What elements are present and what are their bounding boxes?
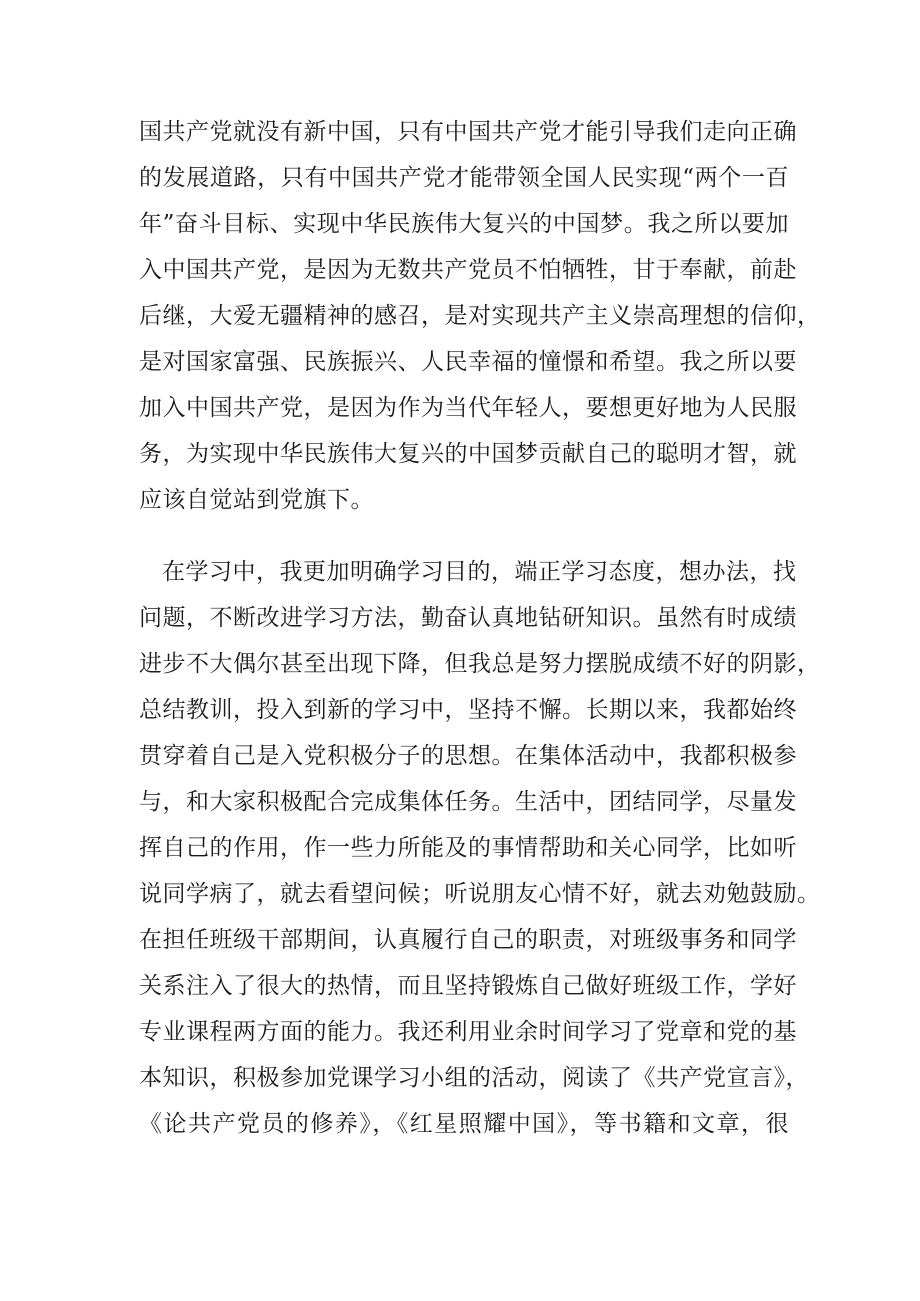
paragraph-1 <box>139 109 821 523</box>
paragraph-line: 关系注入了很大的热情，而且坚持锻炼自己做好班级工作，学好 <box>139 973 797 999</box>
paragraph-line: 后继，大爱无疆精神的感召，是对实现共产主义崇高理想的信仰， <box>139 303 821 329</box>
paragraph-line: 国共产党就没有新中国，只有中国共产党才能引导我们走向正确 <box>139 119 797 145</box>
paragraph-line: 是对国家富强、民族振兴、人民幸福的憧憬和希望。我之所以要 <box>139 349 797 375</box>
paragraph-line: 贯穿着自己是入党积极分子的思想。在集体活动中，我都积极参 <box>139 743 797 769</box>
paragraph-line: 的发展道路，只有中国共产党才能带领全国人民实现“两个一百 <box>139 165 789 191</box>
paragraph-2 <box>139 549 821 1147</box>
paragraph-line: 本知识，积极参加党课学习小组的活动，阅读了《共产党宣言》， <box>139 1065 809 1091</box>
paragraph-line: 专业课程两方面的能力。我还利用业余时间学习了党章和党的基 <box>139 1019 797 1045</box>
paragraph-line: 问题，不断改进学习方法，勤奋认真地钻研知识。虽然有时成绩 <box>139 605 797 631</box>
paragraph-line: 进步不大偶尔甚至出现下降，但我总是努力摆脱成绩不好的阴影， <box>139 651 821 677</box>
paragraph-line: 说同学病了，就去看望问候；听说朋友心情不好，就去劝勉鼓励。 <box>139 881 821 907</box>
paragraph-line: 在担任班级干部期间，认真履行自己的职责，对班级事务和同学 <box>139 927 797 953</box>
paragraph-line: 在学习中，我更加明确学习目的，端正学习态度，想办法，找 <box>162 559 797 585</box>
paragraph-line: 应该自觉站到党旗下。 <box>139 487 374 513</box>
paragraph-line: 年”奋斗目标、实现中华民族伟大复兴的中国梦。我之所以要加 <box>139 211 789 237</box>
paragraph-line: 总结教训，投入到新的学习中，坚持不懈。长期以来，我都始终 <box>139 697 797 723</box>
paragraph-line: 与，和大家积极配合完成集体任务。生活中，团结同学，尽量发 <box>139 789 797 815</box>
paragraph-line: 加入中国共产党，是因为作为当代年轻人，要想更好地为人民服 <box>139 395 797 421</box>
paragraph-line: 务，为实现中华民族伟大复兴的中国梦贡献自己的聪明才智，就 <box>139 441 797 467</box>
paragraph-line: 挥自己的作用，作一些力所能及的事情帮助和关心同学，比如听 <box>139 835 797 861</box>
paragraph-line: 入中国共产党，是因为无数共产党员不怕牺牲，甘于奉献，前赴 <box>139 257 797 283</box>
paragraph-line: 《论共产党员的修养》，《红星照耀中国》，等书籍和文章，很 <box>139 1111 789 1137</box>
